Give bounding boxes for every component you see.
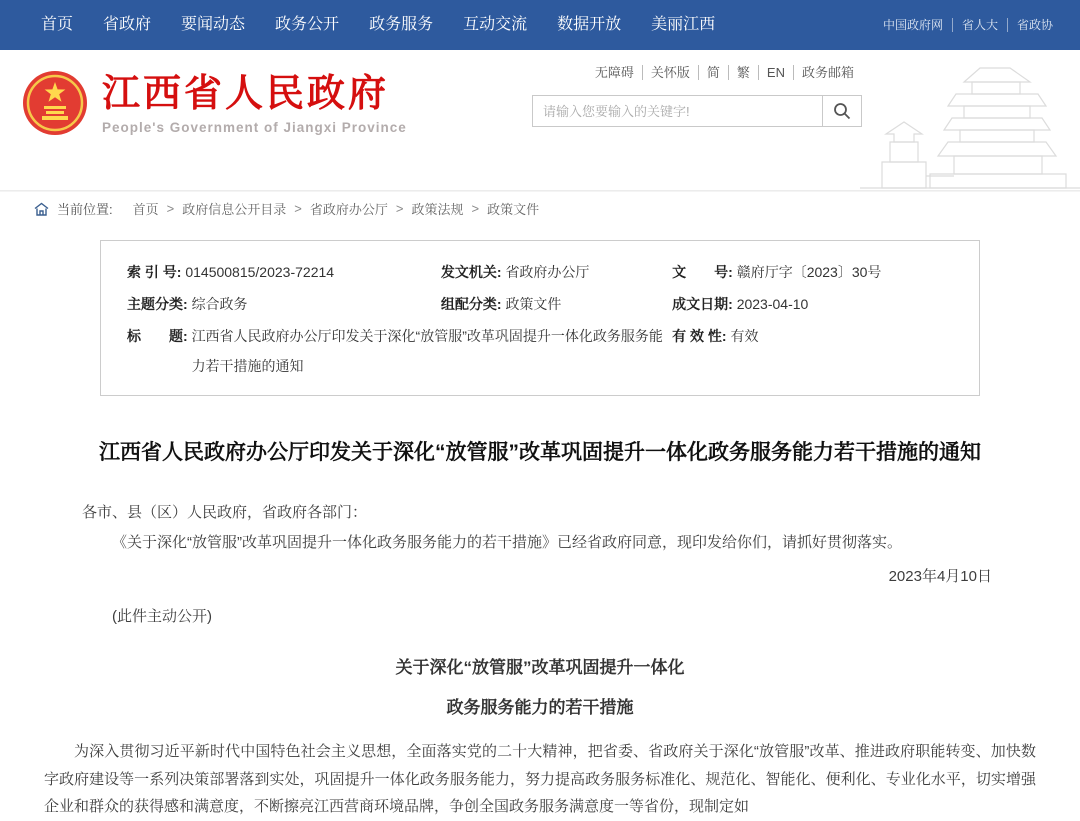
meta-issuing-agency (441, 257, 672, 287)
meta-validity-label: 有 效 性: (672, 328, 731, 344)
link-english[interactable]: EN (758, 65, 793, 80)
meta-document-number (672, 257, 953, 287)
meta-date-label: 成文日期: (672, 296, 737, 312)
meta-topic-category (127, 289, 441, 319)
top-nav-menu (26, 0, 730, 50)
breadcrumb-home[interactable]: 首页 (132, 202, 159, 217)
document-disclosure-note: (此件主动公开) (112, 608, 212, 625)
nav-item-gov-services[interactable]: 政务服务 (369, 16, 434, 33)
link-gov-mail[interactable]: 政务邮箱 (793, 65, 862, 80)
meta-group-value: 政策文件 (505, 296, 562, 312)
breadcrumb-general-office[interactable]: 省政府办公厅 (309, 202, 388, 217)
meta-doc-no-label: 文 号: (672, 264, 737, 280)
attachment-paragraph-1: 为深入贯彻习近平新时代中国特色社会主义思想，全面落实党的二十大精神，把省委、省政府关于深化“放管服”改革、推进政府职能转变、加快数字政府建设等一系列决策部署落到实处，巩固提升一体化政务服务能力，努力提高政务服务标准化、规范化、智能化、便利化、专业化水平，切实增强企业和群众的获得感和满意度，不断擦亮江西营商环境品牌，争创全国政务服务满意度一等省份，现制定如 (44, 743, 1036, 815)
meta-group-label: 组配分类: (440, 296, 506, 312)
link-simplified[interactable]: 简 (698, 65, 728, 80)
site-title: 江西省人民政府 (102, 72, 390, 115)
main-content (0, 240, 1080, 821)
site-brand[interactable] (22, 70, 407, 136)
breadcrumb-label: 当前位置: (57, 202, 113, 217)
link-china-gov[interactable]: 中国政府网 (882, 18, 943, 32)
breadcrumb-policy-documents[interactable]: 政策文件 (487, 202, 540, 217)
breadcrumb-separator: > (395, 201, 404, 216)
meta-written-date (672, 289, 953, 319)
search-button[interactable] (822, 95, 862, 127)
document-date: 2023年4月10日 (888, 568, 992, 585)
meta-topic-label: 主题分类: (127, 296, 192, 312)
meta-index-number (127, 257, 441, 287)
site-subtitle: People's Government of Jiangxi Province (102, 119, 407, 135)
meta-index-value: 014500815/2023-72214 (185, 264, 335, 280)
attachment-body (44, 738, 1036, 821)
meta-doc-no-value: 赣府厅字〔2023〕30号 (736, 264, 882, 280)
nav-item-beautiful-jiangxi[interactable]: 美丽江西 (651, 16, 716, 33)
brand-text (102, 72, 407, 135)
nav-item-home[interactable]: 首页 (41, 16, 74, 33)
nav-item-interaction[interactable]: 互动交流 (463, 16, 528, 33)
header-tools (532, 62, 862, 127)
quick-links (532, 62, 862, 81)
meta-index-label: 索 引 号: (127, 264, 186, 280)
top-nav-external-links (874, 18, 1062, 32)
link-provincial-cppcc[interactable]: 省政协 (1007, 18, 1062, 32)
meta-title-value: 江西省人民政府办公厅印发关于深化“放管服”改革巩固提升一体化政务服务能力若干措施的通知 (191, 328, 663, 374)
meta-group-category (441, 289, 672, 319)
breadcrumb (0, 190, 1080, 226)
attachment-title-line1: 关于深化“放管服”改革巩固提升一体化 (395, 658, 685, 677)
site-header (0, 50, 1080, 190)
attachment-heading (0, 648, 1080, 728)
nav-item-open-data[interactable]: 数据开放 (557, 16, 622, 33)
national-emblem-icon (22, 70, 88, 136)
nav-item-provincial-government[interactable]: 省政府 (103, 16, 152, 33)
link-provincial-congress[interactable]: 省人大 (952, 18, 1007, 32)
breadcrumb-separator: > (471, 201, 480, 216)
breadcrumb-policy-regulations[interactable]: 政策法规 (411, 202, 464, 217)
top-nav (0, 0, 1080, 50)
meta-issuer-label: 发文机关: (440, 264, 506, 280)
breadcrumb-info-directory[interactable]: 政府信息公开目录 (182, 202, 287, 217)
pagoda-sketch (860, 58, 1080, 190)
meta-date-value: 2023-04-10 (736, 296, 809, 312)
meta-validity (672, 321, 953, 381)
link-accessibility[interactable]: 无障碍 (594, 65, 634, 80)
meta-title-label: 标 题: (127, 328, 192, 344)
attachment-title-line2: 政务服务能力的若干措施 (446, 698, 634, 717)
breadcrumb-separator: > (166, 201, 175, 216)
breadcrumb-separator: > (294, 201, 302, 216)
meta-topic-value: 综合政务 (191, 296, 248, 312)
document-paragraph-1: 《关于深化“放管服”改革巩固提升一体化政务服务能力的若干措施》已经省政府同意，现印发给你们，请抓好贯彻落实。 (112, 534, 902, 551)
meta-title (127, 321, 672, 381)
home-icon (34, 202, 49, 216)
nav-item-news[interactable]: 要闻动态 (181, 16, 246, 33)
link-traditional[interactable]: 繁 (728, 65, 758, 80)
meta-validity-value: 有效 (730, 328, 759, 344)
document-title: 江西省人民政府办公厅印发关于深化“放管服”改革巩固提升一体化政务服务能力若干措施的通知 (99, 441, 981, 464)
nav-item-gov-affairs-public[interactable]: 政务公开 (275, 16, 340, 33)
document-body (82, 498, 998, 632)
document-meta-box (100, 240, 980, 396)
search-input[interactable] (532, 95, 822, 127)
link-care-version[interactable]: 关怀版 (642, 65, 698, 80)
search-icon (833, 102, 851, 120)
document-salutation: 各市、县（区）人民政府，省政府各部门： (82, 504, 368, 521)
meta-issuer-value: 省政府办公厅 (505, 264, 590, 280)
search-bar (532, 95, 862, 127)
